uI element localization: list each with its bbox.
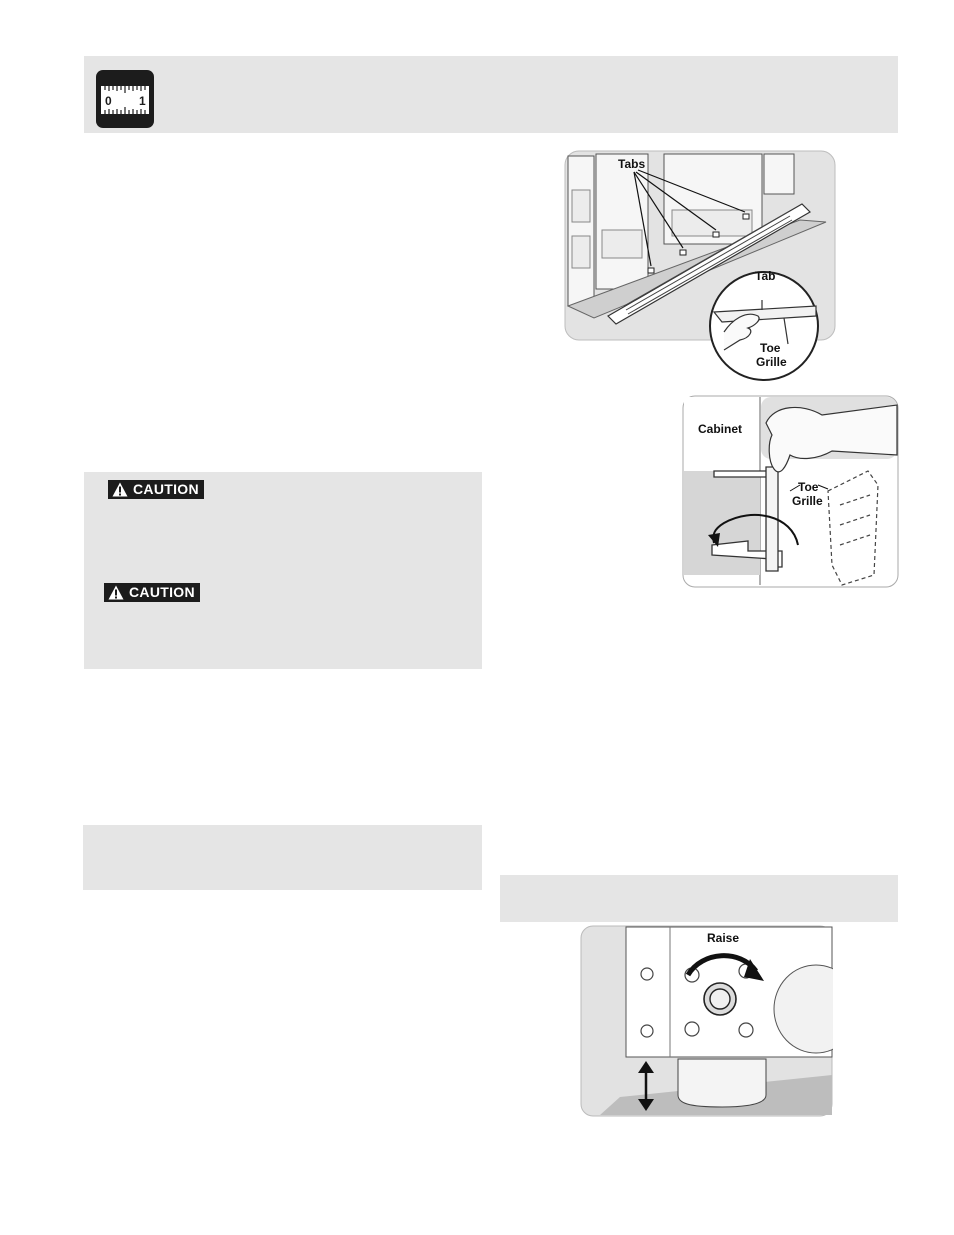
label-toe: Toe	[760, 341, 781, 355]
label-tab: Tab	[755, 269, 776, 283]
label-tabs: Tabs	[618, 157, 646, 171]
ruler-icon	[96, 70, 154, 128]
warning-triangle-icon	[108, 585, 124, 600]
label-grille: Grille	[792, 494, 823, 508]
section-header-band	[84, 56, 898, 133]
ruler-number-left: 0	[105, 94, 112, 108]
label-raise: Raise	[707, 931, 740, 945]
label-toe: Toe	[798, 480, 819, 494]
caution-box	[84, 472, 482, 669]
section-heading-band-right	[500, 875, 898, 922]
warning-triangle-icon	[112, 482, 128, 497]
ruler-number-right: 1	[139, 94, 146, 108]
figure-toe-grille-cabinet	[682, 395, 899, 588]
caution-badge-1	[108, 480, 204, 499]
section-heading-band-left	[83, 825, 482, 890]
label-cabinet: Cabinet	[698, 422, 743, 436]
caution-label: CAUTION	[133, 481, 199, 497]
label-grille: Grille	[756, 355, 787, 369]
figure-leveling-raise	[580, 925, 833, 1117]
figure-toe-grille-tabs	[564, 150, 836, 382]
caution-badge-2	[104, 583, 200, 602]
caution-label: CAUTION	[129, 584, 195, 600]
